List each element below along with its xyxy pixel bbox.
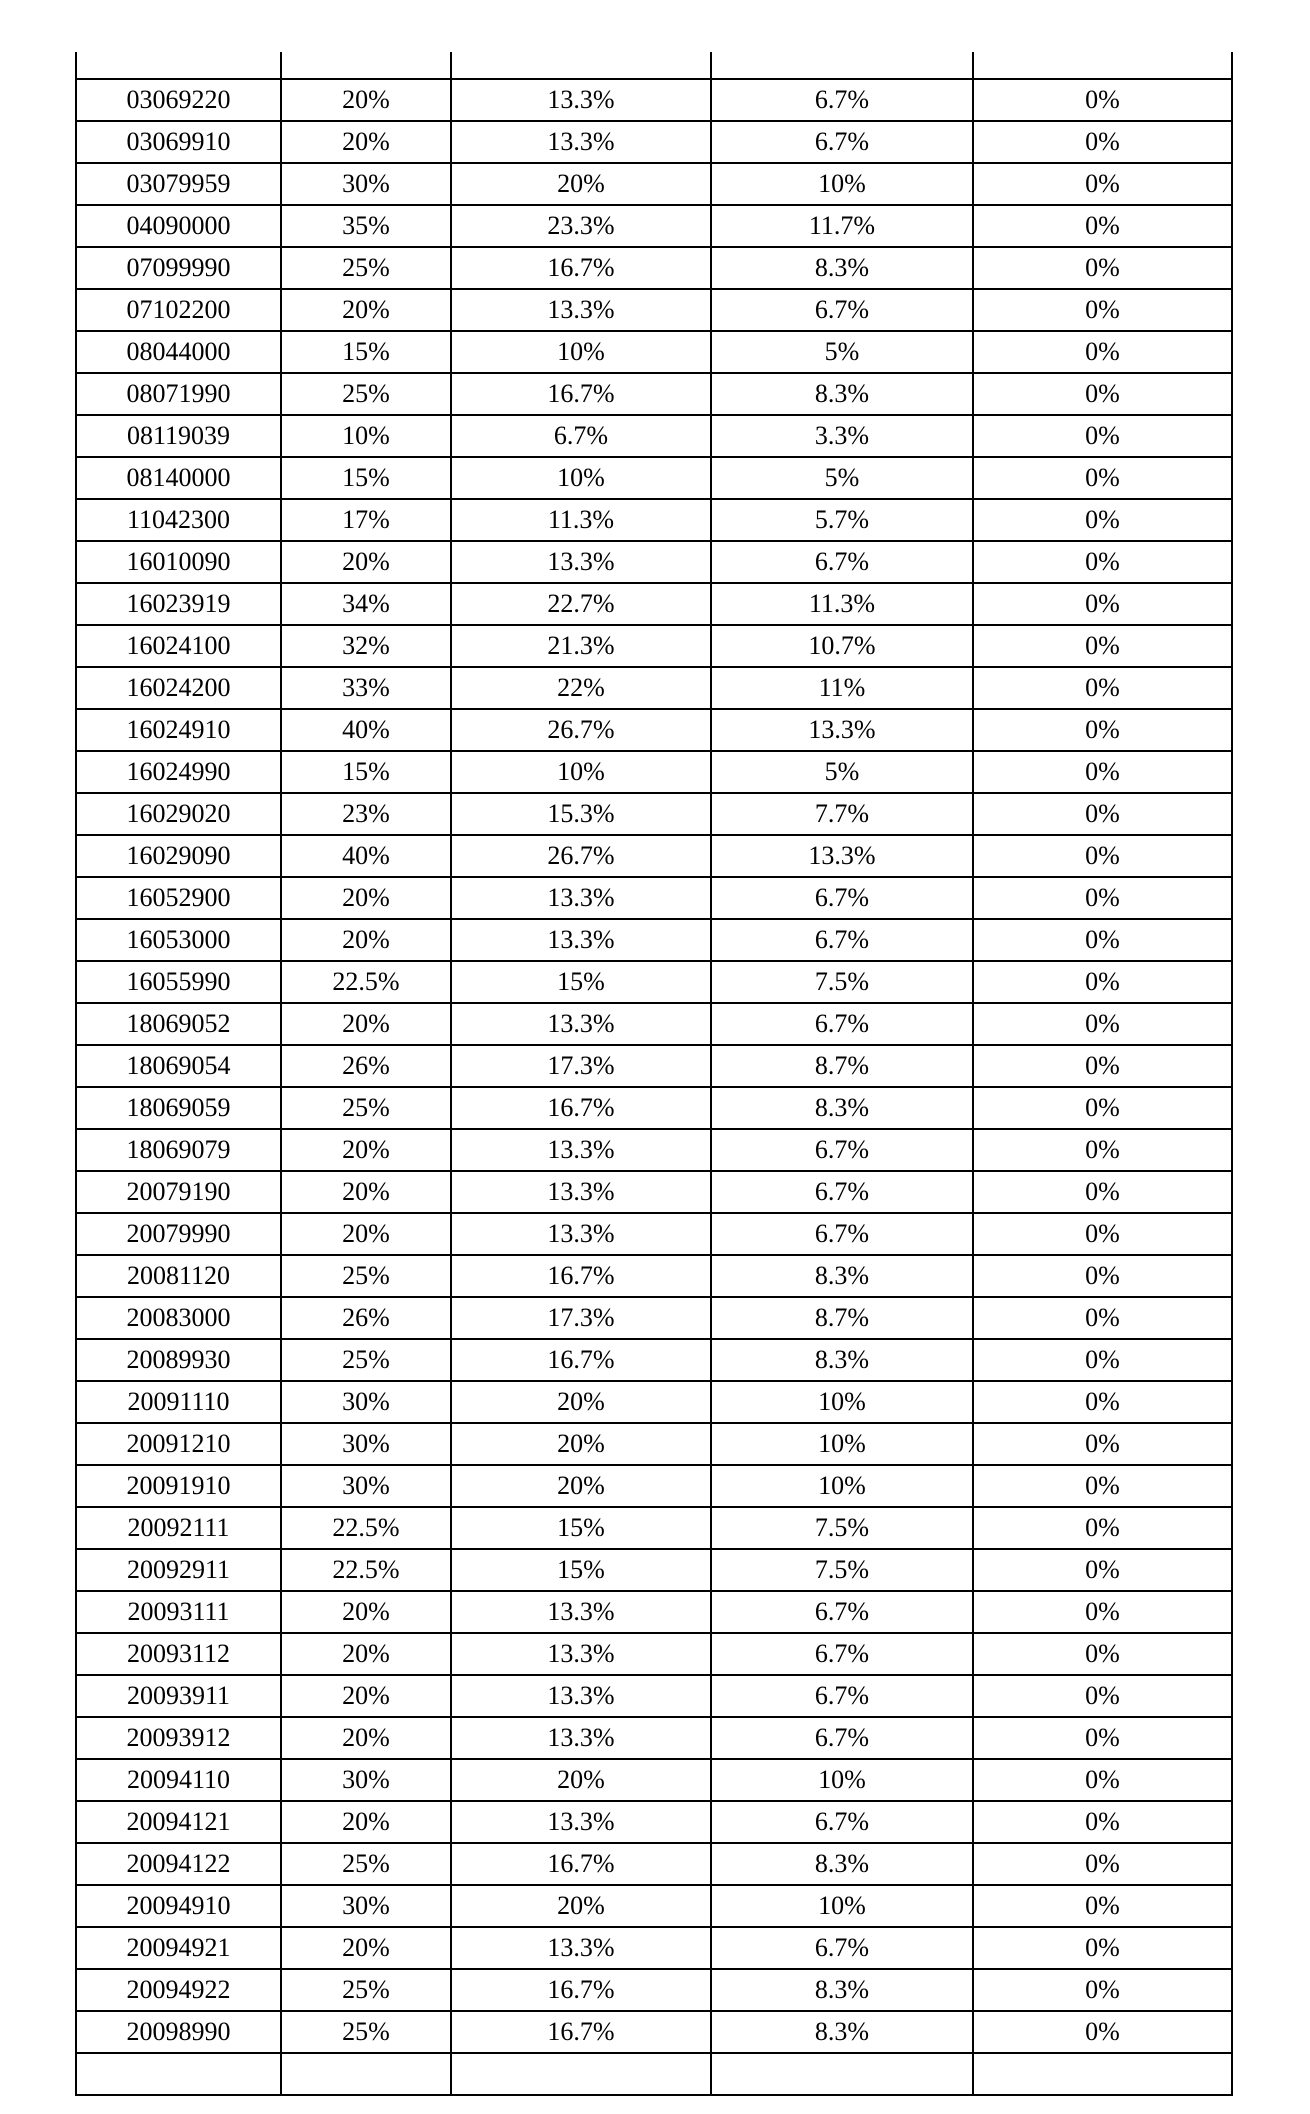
empty-cell [76,52,281,79]
table-row [76,205,1232,247]
table-row [76,121,1232,163]
table-row [76,247,1232,289]
cell-rate: 0% [973,1465,1232,1507]
table-row [76,1717,1232,1759]
cell-hs-code: 16055990 [76,961,281,1003]
cell-rate: 16.7% [451,1255,711,1297]
cell-rate: 15% [281,457,451,499]
table-row [76,457,1232,499]
cell-rate: 0% [973,541,1232,583]
cell-hs-code: 20079190 [76,1171,281,1213]
cell-rate: 0% [973,1255,1232,1297]
cell-rate: 16.7% [451,1969,711,2011]
cell-rate: 0% [973,835,1232,877]
partial-row-top [76,52,1232,79]
table-row [76,709,1232,751]
cell-rate: 26% [281,1297,451,1339]
cell-rate: 6.7% [711,877,973,919]
partial-row-bottom-group [76,2053,1232,2095]
cell-rate: 0% [973,793,1232,835]
cell-rate: 6.7% [711,1129,973,1171]
table-clip-region [75,52,1239,2098]
cell-rate: 0% [973,1087,1232,1129]
cell-rate: 10% [711,1381,973,1423]
cell-rate: 33% [281,667,451,709]
cell-rate: 16.7% [451,1843,711,1885]
cell-rate: 5% [711,331,973,373]
cell-rate: 16.7% [451,247,711,289]
table-row [76,1633,1232,1675]
cell-rate: 0% [973,1045,1232,1087]
cell-rate: 0% [973,877,1232,919]
cell-rate: 16.7% [451,2011,711,2053]
table-row [76,541,1232,583]
cell-rate: 0% [973,289,1232,331]
cell-hs-code: 16010090 [76,541,281,583]
table-row [76,1423,1232,1465]
cell-rate: 23.3% [451,205,711,247]
cell-rate: 26% [281,1045,451,1087]
cell-rate: 6.7% [711,1003,973,1045]
cell-rate: 6.7% [711,79,973,121]
cell-hs-code: 04090000 [76,205,281,247]
cell-rate: 0% [973,961,1232,1003]
cell-rate: 0% [973,667,1232,709]
cell-hs-code: 20093912 [76,1717,281,1759]
tariff-table-body [76,79,1232,2053]
cell-rate: 8.3% [711,2011,973,2053]
table-row [76,499,1232,541]
cell-rate: 8.3% [711,1339,973,1381]
cell-rate: 5% [711,751,973,793]
cell-rate: 6.7% [711,541,973,583]
cell-rate: 0% [973,1717,1232,1759]
table-row [76,1885,1232,1927]
cell-rate: 22% [451,667,711,709]
cell-rate: 7.7% [711,793,973,835]
table-row [76,1381,1232,1423]
cell-rate: 10.7% [711,625,973,667]
table-row [76,835,1232,877]
table-row [76,415,1232,457]
table-row [76,877,1232,919]
cell-rate: 6.7% [711,1801,973,1843]
cell-hs-code: 20094121 [76,1801,281,1843]
cell-rate: 20% [281,1129,451,1171]
partial-row-top-group [76,52,1232,79]
cell-rate: 16.7% [451,1087,711,1129]
cell-rate: 0% [973,1129,1232,1171]
cell-rate: 6.7% [711,1927,973,1969]
cell-hs-code: 07102200 [76,289,281,331]
cell-rate: 34% [281,583,451,625]
table-row [76,1087,1232,1129]
cell-rate: 0% [973,1003,1232,1045]
cell-rate: 20% [281,1675,451,1717]
cell-hs-code: 08044000 [76,331,281,373]
cell-rate: 20% [281,1171,451,1213]
cell-rate: 0% [973,2011,1232,2053]
table-row [76,331,1232,373]
cell-hs-code: 03069220 [76,79,281,121]
cell-rate: 13.3% [451,1717,711,1759]
table-row [76,1759,1232,1801]
cell-rate: 8.3% [711,373,973,415]
cell-rate: 6.7% [711,919,973,961]
table-row [76,793,1232,835]
cell-rate: 0% [973,1591,1232,1633]
table-row [76,1465,1232,1507]
cell-rate: 6.7% [711,1213,973,1255]
cell-hs-code: 20093111 [76,1591,281,1633]
cell-rate: 0% [973,121,1232,163]
cell-hs-code: 20091210 [76,1423,281,1465]
table-row [76,1801,1232,1843]
table-row [76,373,1232,415]
cell-hs-code: 16024100 [76,625,281,667]
cell-rate: 0% [973,1969,1232,2011]
cell-rate: 11.7% [711,205,973,247]
cell-rate: 0% [973,163,1232,205]
table-row [76,583,1232,625]
cell-rate: 0% [973,373,1232,415]
table-row [76,1045,1232,1087]
cell-rate: 20% [281,919,451,961]
cell-rate: 0% [973,1171,1232,1213]
cell-rate: 0% [973,205,1232,247]
table-row [76,1591,1232,1633]
cell-rate: 0% [973,709,1232,751]
cell-rate: 13.3% [451,919,711,961]
cell-rate: 13.3% [451,1213,711,1255]
cell-rate: 8.7% [711,1297,973,1339]
cell-rate: 21.3% [451,625,711,667]
cell-rate: 13.3% [451,121,711,163]
cell-rate: 0% [973,1423,1232,1465]
table-row [76,1213,1232,1255]
cell-hs-code: 20093911 [76,1675,281,1717]
cell-rate: 13.3% [711,835,973,877]
cell-rate: 22.7% [451,583,711,625]
table-row [76,289,1232,331]
cell-hs-code: 16024910 [76,709,281,751]
cell-rate: 0% [973,625,1232,667]
cell-rate: 30% [281,1759,451,1801]
cell-rate: 10% [711,1423,973,1465]
cell-rate: 20% [281,1633,451,1675]
cell-rate: 40% [281,709,451,751]
cell-rate: 32% [281,625,451,667]
table-row [76,1297,1232,1339]
table-row [76,1549,1232,1591]
cell-hs-code: 20079990 [76,1213,281,1255]
table-row [76,919,1232,961]
cell-hs-code: 11042300 [76,499,281,541]
cell-rate: 13.3% [451,1633,711,1675]
cell-rate: 0% [973,1549,1232,1591]
cell-rate: 0% [973,1759,1232,1801]
cell-rate: 6.7% [711,1633,973,1675]
cell-hs-code: 18069052 [76,1003,281,1045]
cell-hs-code: 20092911 [76,1549,281,1591]
cell-rate: 40% [281,835,451,877]
empty-cell [973,52,1232,79]
cell-rate: 0% [973,1801,1232,1843]
cell-rate: 6.7% [711,1717,973,1759]
cell-rate: 25% [281,1339,451,1381]
cell-rate: 10% [281,415,451,457]
cell-rate: 15.3% [451,793,711,835]
cell-rate: 13.3% [451,1675,711,1717]
cell-rate: 25% [281,1087,451,1129]
cell-rate: 6.7% [451,415,711,457]
cell-rate: 8.3% [711,1255,973,1297]
table-row [76,1255,1232,1297]
cell-rate: 25% [281,2011,451,2053]
table-row [76,1843,1232,1885]
cell-rate: 0% [973,1843,1232,1885]
cell-rate: 7.5% [711,1549,973,1591]
cell-rate: 20% [451,1465,711,1507]
cell-rate: 7.5% [711,1507,973,1549]
cell-rate: 20% [281,1717,451,1759]
cell-hs-code: 20094122 [76,1843,281,1885]
cell-rate: 13.3% [451,1129,711,1171]
table-row [76,667,1232,709]
cell-rate: 13.3% [451,289,711,331]
cell-rate: 23% [281,793,451,835]
cell-hs-code: 20094110 [76,1759,281,1801]
cell-rate: 0% [973,247,1232,289]
cell-rate: 13.3% [711,709,973,751]
cell-rate: 25% [281,1843,451,1885]
cell-rate: 8.3% [711,1969,973,2011]
cell-rate: 0% [973,1927,1232,1969]
cell-rate: 26.7% [451,709,711,751]
cell-rate: 30% [281,1423,451,1465]
cell-rate: 0% [973,331,1232,373]
partial-row-bottom [76,2053,1232,2095]
cell-rate: 11.3% [451,499,711,541]
cell-rate: 25% [281,247,451,289]
cell-hs-code: 20094910 [76,1885,281,1927]
cell-rate: 10% [451,331,711,373]
cell-rate: 16.7% [451,1339,711,1381]
cell-hs-code: 16053000 [76,919,281,961]
cell-rate: 20% [451,1885,711,1927]
cell-rate: 13.3% [451,79,711,121]
cell-rate: 20% [281,877,451,919]
cell-rate: 0% [973,1297,1232,1339]
cell-rate: 10% [451,457,711,499]
cell-rate: 22.5% [281,1549,451,1591]
table-row [76,163,1232,205]
cell-rate: 20% [281,121,451,163]
cell-rate: 20% [281,79,451,121]
cell-rate: 30% [281,1381,451,1423]
tariff-rate-table [75,52,1233,2096]
cell-hs-code: 16029090 [76,835,281,877]
cell-rate: 11% [711,667,973,709]
table-row [76,1507,1232,1549]
cell-rate: 25% [281,1255,451,1297]
table-row [76,1003,1232,1045]
cell-hs-code: 08119039 [76,415,281,457]
cell-rate: 6.7% [711,1591,973,1633]
table-row [76,1969,1232,2011]
table-row [76,1339,1232,1381]
empty-cell [76,2053,281,2095]
cell-rate: 35% [281,205,451,247]
cell-hs-code: 20091910 [76,1465,281,1507]
cell-hs-code: 20081120 [76,1255,281,1297]
cell-hs-code: 08140000 [76,457,281,499]
table-row [76,1171,1232,1213]
cell-hs-code: 16023919 [76,583,281,625]
cell-rate: 30% [281,163,451,205]
cell-hs-code: 20093112 [76,1633,281,1675]
cell-rate: 0% [973,79,1232,121]
cell-rate: 0% [973,1675,1232,1717]
cell-rate: 10% [711,163,973,205]
cell-rate: 20% [451,163,711,205]
cell-rate: 0% [973,1885,1232,1927]
cell-rate: 0% [973,583,1232,625]
cell-hs-code: 08071990 [76,373,281,415]
cell-rate: 22.5% [281,961,451,1003]
table-row [76,625,1232,667]
cell-hs-code: 20091110 [76,1381,281,1423]
cell-hs-code: 07099990 [76,247,281,289]
cell-rate: 15% [281,751,451,793]
cell-rate: 16.7% [451,373,711,415]
cell-rate: 3.3% [711,415,973,457]
cell-rate: 20% [281,541,451,583]
cell-rate: 7.5% [711,961,973,1003]
cell-rate: 0% [973,499,1232,541]
cell-hs-code: 20094922 [76,1969,281,2011]
cell-rate: 20% [451,1381,711,1423]
cell-rate: 13.3% [451,1927,711,1969]
cell-rate: 0% [973,457,1232,499]
cell-rate: 30% [281,1465,451,1507]
cell-rate: 15% [281,331,451,373]
cell-rate: 5.7% [711,499,973,541]
table-row [76,1129,1232,1171]
empty-cell [451,52,711,79]
cell-rate: 26.7% [451,835,711,877]
empty-cell [451,2053,711,2095]
cell-rate: 10% [711,1759,973,1801]
cell-hs-code: 16029020 [76,793,281,835]
table-row [76,2011,1232,2053]
cell-rate: 6.7% [711,289,973,331]
cell-rate: 22.5% [281,1507,451,1549]
cell-hs-code: 20092111 [76,1507,281,1549]
cell-rate: 13.3% [451,1801,711,1843]
cell-hs-code: 18069079 [76,1129,281,1171]
cell-hs-code: 03079959 [76,163,281,205]
cell-rate: 10% [711,1885,973,1927]
table-row [76,1675,1232,1717]
empty-cell [973,2053,1232,2095]
cell-hs-code: 16024200 [76,667,281,709]
cell-hs-code: 03069910 [76,121,281,163]
cell-hs-code: 20083000 [76,1297,281,1339]
cell-rate: 0% [973,1507,1232,1549]
cell-rate: 13.3% [451,877,711,919]
cell-rate: 17% [281,499,451,541]
cell-rate: 0% [973,1633,1232,1675]
cell-rate: 0% [973,415,1232,457]
cell-rate: 25% [281,373,451,415]
cell-rate: 20% [281,1213,451,1255]
cell-rate: 15% [451,1549,711,1591]
cell-rate: 8.3% [711,247,973,289]
cell-hs-code: 20098990 [76,2011,281,2053]
cell-rate: 17.3% [451,1297,711,1339]
cell-rate: 8.7% [711,1045,973,1087]
cell-rate: 8.3% [711,1087,973,1129]
cell-hs-code: 18069059 [76,1087,281,1129]
cell-hs-code: 18069054 [76,1045,281,1087]
cell-rate: 13.3% [451,1591,711,1633]
empty-cell [711,52,973,79]
cell-rate: 6.7% [711,1171,973,1213]
cell-rate: 15% [451,1507,711,1549]
cell-rate: 17.3% [451,1045,711,1087]
cell-rate: 0% [973,1381,1232,1423]
table-row [76,79,1232,121]
table-row [76,1927,1232,1969]
cell-rate: 0% [973,751,1232,793]
table-row [76,961,1232,1003]
table-row [76,751,1232,793]
cell-rate: 20% [281,1003,451,1045]
cell-rate: 0% [973,919,1232,961]
cell-rate: 30% [281,1885,451,1927]
cell-rate: 20% [281,1801,451,1843]
cell-rate: 6.7% [711,121,973,163]
cell-rate: 11.3% [711,583,973,625]
cell-rate: 10% [451,751,711,793]
empty-cell [281,2053,451,2095]
cell-rate: 0% [973,1213,1232,1255]
empty-cell [711,2053,973,2095]
cell-hs-code: 16024990 [76,751,281,793]
cell-hs-code: 20089930 [76,1339,281,1381]
cell-rate: 13.3% [451,1003,711,1045]
cell-rate: 0% [973,1339,1232,1381]
empty-cell [281,52,451,79]
cell-rate: 20% [281,1591,451,1633]
cell-rate: 20% [281,1927,451,1969]
cell-rate: 6.7% [711,1675,973,1717]
cell-rate: 13.3% [451,541,711,583]
cell-rate: 13.3% [451,1171,711,1213]
cell-rate: 15% [451,961,711,1003]
cell-rate: 10% [711,1465,973,1507]
cell-hs-code: 20094921 [76,1927,281,1969]
cell-rate: 8.3% [711,1843,973,1885]
cell-rate: 5% [711,457,973,499]
cell-rate: 20% [451,1423,711,1465]
cell-hs-code: 16052900 [76,877,281,919]
cell-rate: 25% [281,1969,451,2011]
cell-rate: 20% [451,1759,711,1801]
cell-rate: 20% [281,289,451,331]
